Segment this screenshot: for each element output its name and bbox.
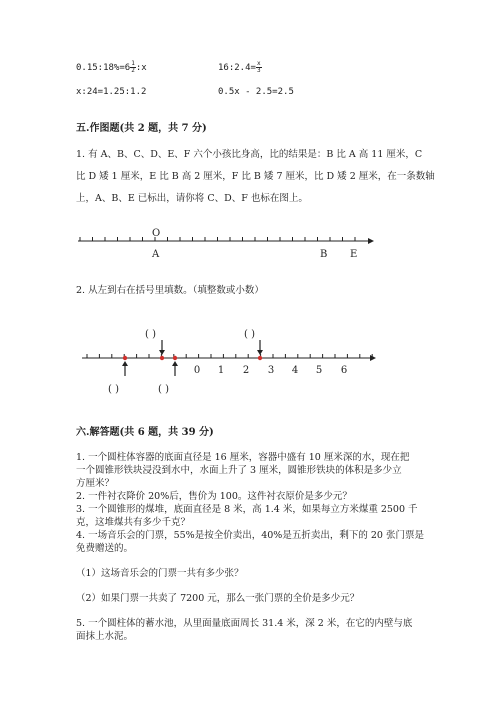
number-line-2-ticks	[87, 354, 372, 358]
number-line-2-tick-label: 2	[242, 365, 250, 376]
equation-1-suffix: :x	[135, 63, 147, 73]
number-line-2-arrow-icon	[370, 355, 376, 361]
s6-q3-line-2: 克，这堆煤共有多少千克？	[76, 517, 191, 528]
arrow-down-1-icon	[159, 350, 165, 355]
s5-q2-text: 2. 从左到右在括号里填数。（填整数或小数）	[76, 285, 264, 296]
blank-bottom-2: ( )	[158, 384, 169, 395]
red-point-3	[173, 356, 177, 360]
fraction-numerator: 1	[131, 60, 135, 67]
red-point-4	[258, 356, 262, 360]
point-a-label: A	[152, 249, 160, 260]
s6-q3-line-1: 3. 一个圆锥形的煤堆，底面直径是 8 米，高 1.4 米，如果每立方米煤重 2500 千	[76, 504, 418, 515]
point-b-label: B	[320, 249, 328, 260]
origin-label: O	[152, 228, 161, 239]
fraction-numerator: x	[256, 60, 261, 67]
equation-1-prefix: 0.15:18%=6	[76, 63, 131, 73]
section-6-heading: 六.解答题(共 6 题，共 39 分)	[76, 427, 214, 438]
s6-q1-line-3: 方厘米？	[76, 478, 115, 489]
fraction-denominator: 2	[131, 67, 135, 74]
s5-q1-line-1: 1. 有 A、B、C、D、E、F 六个小孩比身高，比的结果是：B 比 A 高 11 厘米，C	[76, 149, 423, 160]
equation-3: x:24=1.25:1.2	[76, 87, 147, 97]
number-line-2-labels	[194, 365, 347, 376]
blank-top-2: ( )	[244, 329, 255, 340]
s6-q5-line-1: 5. 一个圆柱体的蓄水池，从里面量底面周长 31.4 米，深 2 米，在它的内壁与底	[76, 618, 413, 629]
s6-q4-line-2: 免费赠送的。	[76, 543, 134, 554]
red-point-2	[160, 356, 164, 360]
number-line-2-tick-label: 1	[217, 365, 225, 376]
number-line-2-tick-label: 6	[340, 365, 348, 376]
red-point-1	[123, 356, 127, 360]
s6-q1-line-2: 一个圆锥形铁块浸没到水中，水面上升了 3 厘米，圆锥形铁块的体积是多少立	[76, 465, 402, 476]
s6-q2: 2. 一件衬衣降价 20%后，售价为 100。这件衬衣原价是多少元？	[76, 491, 352, 502]
s6-q1-line-1: 1. 一个圆柱体容器的底面直径是 16 厘米，容器中盛有 10 厘米深的水，现在把	[76, 452, 410, 463]
point-e-label: E	[350, 249, 358, 260]
s6-q4-sub-1: （1）这场音乐会的门票一共有多少张？	[76, 568, 244, 579]
s5-q1-line-2: 比 D 矮 1 厘米，E 比 B 高 2 厘米，F 比 B 矮 7 厘米，比 D 矮 2 厘米，在一条数轴	[76, 171, 435, 182]
s6-q4-sub-2: （2）如果门票一共卖了 7200 元，那么一张门票的全价是多少元？	[76, 593, 360, 604]
section-5-heading: 五.作图题(共 2 题，共 7 分)	[76, 123, 207, 134]
number-line-2-tick-label: 4	[291, 365, 299, 376]
blank-top-1: ( )	[145, 329, 156, 340]
s6-q4-line-1: 4. 一场音乐会的门票，55%是按全价卖出，40%是五折卖出，剩下的 20 张门票是	[76, 530, 424, 541]
number-line-2-tick-label: 0	[193, 365, 201, 376]
number-line-2-tick-label: 5	[315, 365, 323, 376]
arrow-down-2-icon	[257, 350, 263, 355]
blank-bottom-1: ( )	[108, 384, 119, 395]
fraction-denominator: 3	[256, 67, 261, 74]
arrow-up-1-icon	[122, 361, 128, 366]
s5-q1-line-3: 上，A、B、E 已标出，请你将 C、D、F 也标在图上。	[76, 193, 308, 204]
equation-2-prefix: 16:2.4=	[218, 63, 256, 73]
arrow-up-2-icon	[172, 361, 178, 366]
number-line-2-tick-label: 3	[267, 365, 275, 376]
equation-4: 0.5x - 2.5=2.5	[218, 87, 294, 97]
s6-q5-line-2: 面抹上水泥。	[76, 631, 134, 642]
